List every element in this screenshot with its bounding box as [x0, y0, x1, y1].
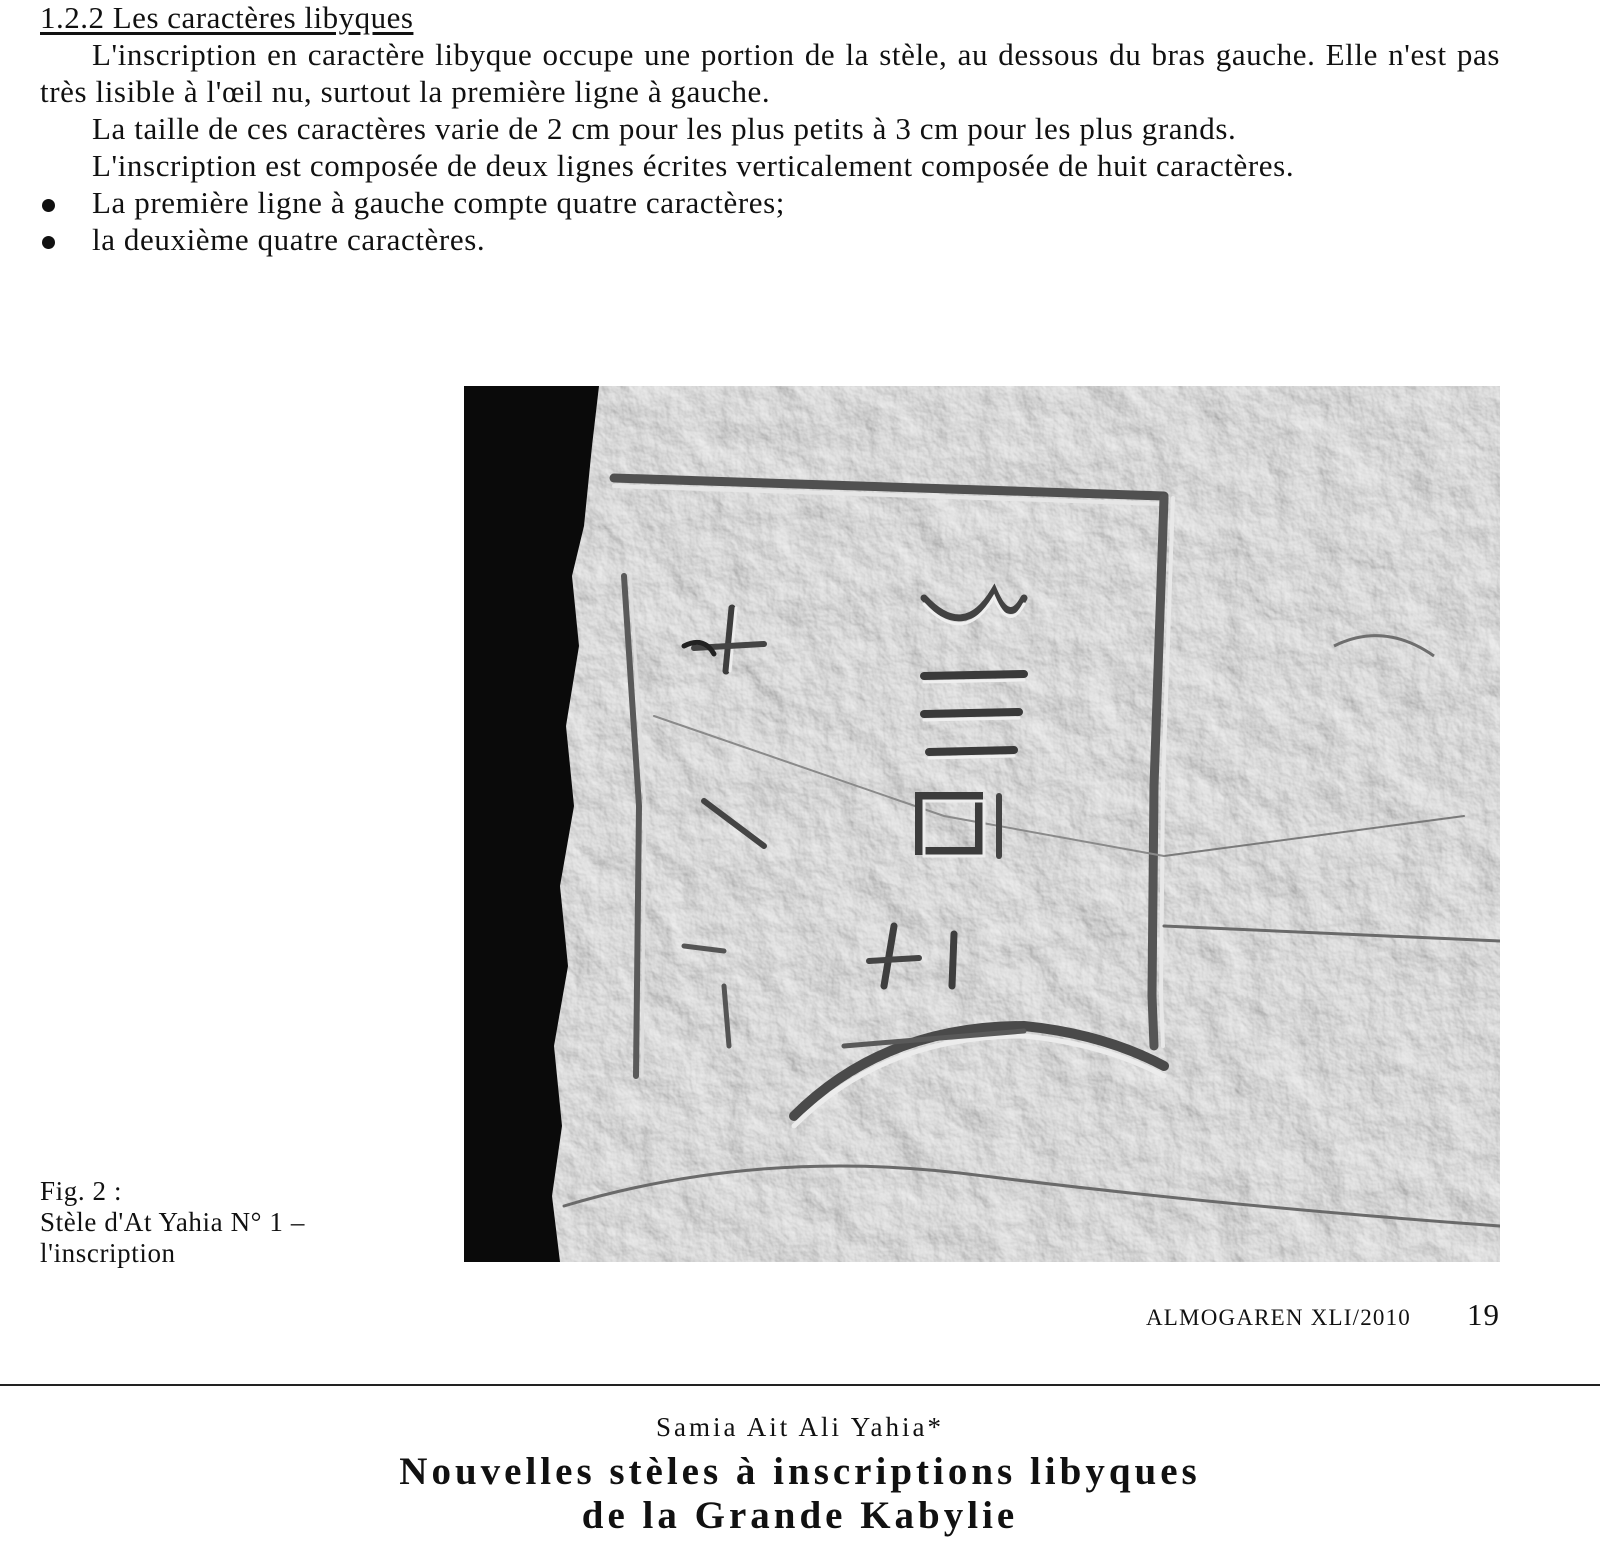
running-footer [1146, 1297, 1500, 1333]
caption-line: Fig. 2 : [40, 1176, 123, 1206]
page-number: 19 [1467, 1297, 1500, 1332]
paragraph-2: La taille de ces caractères varie de 2 cm pour les plus petits à 3 cm pour les plus grands. [92, 111, 1237, 146]
page-divider [0, 1384, 1600, 1386]
article-title [0, 1450, 1600, 1538]
stele-photo-drawing [464, 386, 1500, 1262]
caption-line: l'inscription [40, 1238, 176, 1268]
title-line: Nouvelles stèles à inscriptions libyques [399, 1450, 1201, 1493]
author-name: Samia Ait Ali Yahia* [655, 1412, 945, 1442]
stele-inscription-photo [464, 386, 1500, 1262]
body-text [40, 36, 1500, 258]
figure-caption [40, 1176, 460, 1269]
bullet-list [40, 184, 1500, 258]
caption-line: Stèle d'At Yahia N° 1 – [40, 1207, 305, 1237]
bullet-item: la deuxième quatre caractères. [40, 221, 1500, 258]
title-line: de la Grande Kabylie [581, 1494, 1019, 1537]
paragraph-3: L'inscription est composée de deux lignes écrites verticalement composée de huit caractères. [92, 148, 1295, 183]
section-heading: 1.2.2 Les caractères libyques [40, 0, 414, 35]
paragraph-1: L'inscription en caractère libyque occupe une portion de la stèle, au dessous du bras gauche. Elle n'est pas très lisible à l'œil nu, surtout la première ligne à gauche. [40, 37, 1500, 109]
bullet-item: La première ligne à gauche compte quatre caractères; [40, 184, 1500, 221]
journal-info: ALMOGAREN XLI/2010 [1146, 1305, 1411, 1330]
